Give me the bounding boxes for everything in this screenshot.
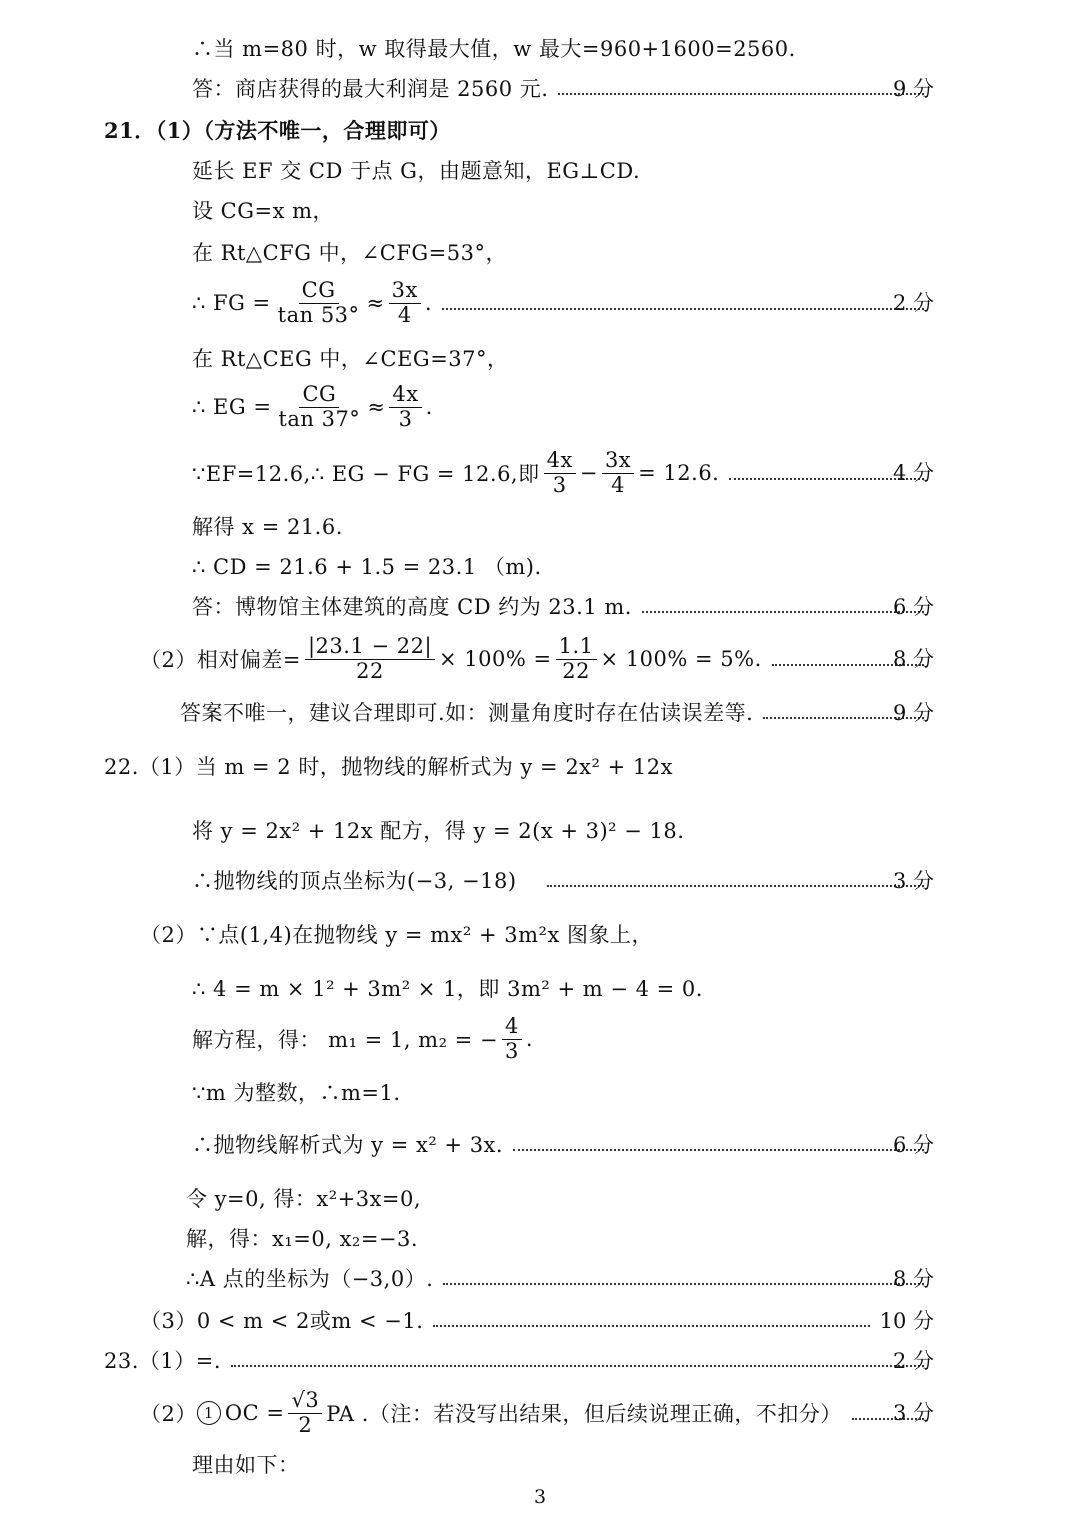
formula-tail: . — [424, 291, 433, 315]
fraction — [389, 279, 421, 326]
score-mark: 10 分 — [879, 1309, 934, 1333]
fraction — [502, 1015, 522, 1062]
operator: × 100% = — [439, 647, 552, 671]
score-mark: 6 分 — [892, 1133, 934, 1157]
text-line — [192, 190, 334, 230]
text-line — [192, 1444, 300, 1484]
text-line — [192, 860, 934, 900]
text-line — [192, 1072, 401, 1112]
line-text: （3）0 < m < 2或m < −1. — [140, 1309, 424, 1333]
formula-tail: = 12.6. — [638, 461, 720, 485]
text-line — [140, 914, 653, 954]
score-mark: 2 分 — [892, 1349, 934, 1373]
fraction-numerator: |23.1 − 22| — [305, 635, 435, 659]
fraction-denominator: 22 — [356, 658, 384, 683]
text-line — [192, 28, 796, 68]
text-line — [192, 586, 934, 626]
fraction — [556, 635, 597, 682]
formula-lhs: （2）相对偏差= — [140, 648, 301, 672]
line-text: 答：博物馆主体建筑的高度 CD 约为 23.1 m. — [192, 595, 632, 619]
fraction-numerator: CG — [299, 279, 339, 303]
formula-line — [140, 1386, 934, 1440]
line-text: （2）∵点(1,4)在抛物线 y = mx² + 3m²x 图象上， — [140, 923, 653, 947]
line-text: ∴A 点的坐标为（−3,0）. — [186, 1267, 434, 1291]
fraction-numerator: 4x — [389, 383, 421, 407]
fraction-numerator: 4x — [544, 449, 576, 473]
line-text: 设 CG=x m， — [192, 199, 335, 223]
formula-line — [192, 446, 934, 500]
line-text: 令 y=0, 得：x²+3x=0, — [186, 1187, 422, 1211]
text-line — [180, 692, 934, 732]
fraction-denominator: tan 37° — [278, 406, 361, 431]
formula-line — [140, 632, 934, 686]
text-line — [186, 1178, 421, 1218]
line-text: 解得 x = 21.6. — [192, 515, 343, 539]
fraction-numerator: 3x — [389, 279, 421, 303]
circled-number-icon: 1 — [197, 1401, 221, 1425]
line-text: 将 y = 2x² + 12x 配方，得 y = 2(x + 3)² − 18. — [192, 819, 685, 843]
line-text: ∴ 4 = m × 1² + 3m² × 1，即 3m² + m − 4 = 0. — [192, 977, 703, 1001]
fraction — [389, 383, 421, 430]
line-text: 21．（1）（方法不唯一，合理即可） — [104, 118, 451, 143]
formula-line — [192, 380, 433, 434]
operator: ≈ — [366, 291, 385, 315]
leader-dots — [433, 1325, 870, 1327]
text-line — [192, 1124, 934, 1164]
formula-tail: PA .（注：若没写出结果，但后续说理正确，不扣分） — [326, 1402, 842, 1426]
fraction-numerator: 4 — [502, 1015, 522, 1039]
text-line — [192, 506, 343, 546]
score-mark: 9 分 — [892, 701, 934, 725]
line-text: 答案不唯一，建议合理即可.如：测量角度时存在估读误差等. — [180, 701, 754, 725]
question-heading — [104, 110, 451, 150]
fraction-denominator: 3 — [398, 406, 413, 431]
leader-dots — [442, 308, 924, 310]
fraction-denominator: 2 — [298, 1412, 313, 1437]
line-text: 22.（1）当 m = 2 时，抛物线的解析式为 y = 2x² + 12x — [104, 755, 673, 779]
fraction — [544, 449, 576, 496]
line-text: 解，得：x₁=0, x₂=−3. — [186, 1227, 419, 1251]
fraction — [288, 1389, 322, 1436]
formula-lhs: 解方程，得： m₁ = 1, m₂ = − — [192, 1028, 499, 1052]
line-text: 理由如下： — [192, 1453, 300, 1477]
score-mark: 2 分 — [892, 291, 934, 315]
line-text: 延长 EF 交 CD 于点 G，由题意知，EG⊥CD. — [192, 159, 641, 183]
formula-tail: × 100% = 5%. — [600, 647, 762, 671]
text-line — [192, 968, 703, 1008]
leader-dots — [558, 93, 924, 95]
score-mark: 9 分 — [892, 77, 934, 101]
fraction-numerator: CG — [299, 383, 339, 407]
score-mark: 4 分 — [892, 461, 934, 485]
line-text: ∴抛物线的顶点坐标为(−3, −18) — [192, 869, 517, 893]
formula-line — [192, 1012, 533, 1066]
fraction — [305, 635, 435, 682]
score-mark: 8 分 — [892, 1267, 934, 1291]
line-text: 23.（1）=. — [104, 1349, 222, 1373]
fraction-denominator: 3 — [505, 1038, 519, 1063]
formula-lhs: OC = — [224, 1401, 285, 1425]
line-text: ∴抛物线解析式为 y = x² + 3x. — [192, 1133, 504, 1157]
text-line — [140, 1300, 880, 1340]
formula-tail: . — [425, 395, 433, 419]
leader-dots — [443, 1283, 924, 1285]
fraction-denominator: 3 — [552, 472, 567, 497]
text-line — [186, 1258, 934, 1298]
fraction-denominator: 4 — [397, 302, 412, 327]
fraction-numerator: 1.1 — [556, 635, 597, 659]
formula-line — [192, 276, 934, 330]
score-mark: 8 分 — [892, 647, 934, 671]
text-line — [192, 546, 542, 586]
line-text: ∴当 m=80 时，w 取得最大值，w 最大=960+1600=2560. — [192, 37, 796, 61]
line-text: ∵m 为整数，∴m=1. — [192, 1081, 401, 1105]
leader-dots — [231, 1365, 924, 1367]
formula-lhs: （2） — [140, 1402, 197, 1426]
question-heading — [104, 746, 673, 786]
leader-dots — [642, 611, 924, 613]
line-text: 在 Rt△CFG 中，∠CFG=53°， — [192, 241, 507, 265]
question-heading — [104, 1340, 934, 1380]
fraction-denominator: 4 — [611, 472, 625, 497]
page-number: 3 — [533, 1486, 547, 1508]
formula-tail: . — [525, 1027, 534, 1051]
formula-lhs: ∴ EG = — [192, 395, 272, 419]
line-text: 在 Rt△CEG 中，∠CEG=37°， — [192, 347, 509, 371]
leader-dots — [547, 885, 924, 887]
fraction-denominator: 22 — [562, 658, 590, 683]
score-mark: 6 分 — [892, 595, 934, 619]
line-text: 答：商店获得的最大利润是 2560 元. — [192, 77, 549, 101]
formula-lhs: ∵EF=12.6,∴ EG − FG = 12.6,即 — [192, 462, 540, 486]
text-line — [192, 338, 509, 378]
line-text: ∴ CD = 21.6 + 1.5 = 23.1 （m). — [192, 555, 542, 579]
operator: − — [579, 461, 598, 485]
text-line — [186, 1218, 418, 1258]
score-mark: 3 分 — [892, 1401, 934, 1425]
operator: ≈ — [367, 395, 386, 419]
text-line — [192, 810, 684, 850]
fraction — [602, 449, 634, 496]
text-line — [192, 68, 934, 108]
fraction-numerator: √3 — [288, 1389, 322, 1413]
fraction-denominator: tan 53° — [277, 302, 360, 327]
text-line — [192, 232, 507, 272]
text-line — [192, 150, 640, 190]
leader-dots — [513, 1149, 924, 1151]
fraction — [275, 279, 363, 326]
formula-lhs: ∴ FG = — [192, 291, 271, 315]
score-mark: 3 分 — [892, 869, 934, 893]
fraction-numerator: 3x — [602, 449, 634, 473]
fraction — [275, 383, 363, 430]
